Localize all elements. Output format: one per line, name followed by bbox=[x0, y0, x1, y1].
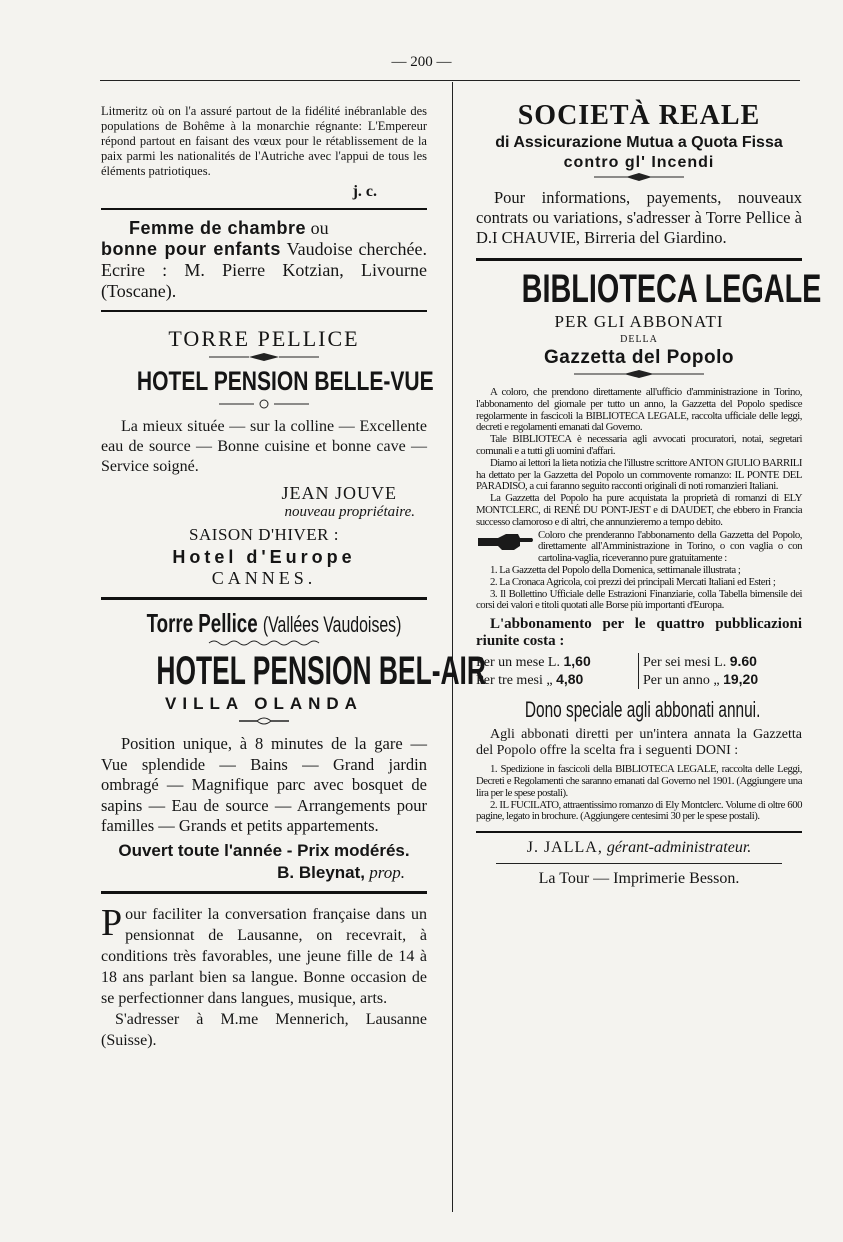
ad-femme-contact: Vaudoise cherchée. Ecrire : M. Pierre Kotzian, Livourne (Toscane). bbox=[101, 239, 428, 301]
footer-gerant bbox=[476, 839, 802, 857]
biblioteca-list-3: 3. Il Bollettino Ufficiale delle Estrazioni Finanziarie, colla Tabella bimensile dei corsi dei valori e titoli quotati alle Borse più importanti d'Europa. bbox=[476, 587, 802, 612]
belair-open: Ouvert toute l'année - Prix modérés. bbox=[118, 840, 410, 860]
ad-lausanne bbox=[101, 901, 427, 1051]
belair-place-name: Torre Pellice bbox=[146, 608, 258, 638]
belair-place bbox=[146, 608, 402, 639]
biblioteca-p2: Tale BIBLIOTECA è necessaria agli avvocati procuratori, notai, segretari comunali e a tutti gli uomini d'affari. bbox=[476, 433, 802, 457]
biblioteca-sub3: Gazzetta del Popolo bbox=[543, 347, 735, 368]
doni-list bbox=[476, 764, 802, 823]
bellevue-owner: JEAN JOUVE bbox=[281, 483, 397, 503]
biblioteca-p5: Coloro che prenderanno l'abbonamento della Gazzetta del Popolo, direttamente all'Amministrazione in Torino, o con vaglia o con cartolina-vaglia, riceveranno pure gratuitamente : bbox=[538, 528, 802, 565]
bellevue-place: TORRE PELLICE bbox=[168, 326, 360, 351]
left-column bbox=[101, 104, 486, 1051]
biblioteca-p5-block bbox=[476, 530, 802, 565]
dono-item-2: 2. IL FUCILATO, attraentissimo romanzo di Ely Montclerc. Volume di oltre 600 pagine, legato in brochure. (Aggiungere centesimi 30 per le spese postali). bbox=[476, 798, 802, 823]
ornament-rule bbox=[594, 172, 684, 182]
ornament-rule bbox=[219, 399, 309, 409]
price-cell bbox=[639, 671, 802, 689]
rule bbox=[101, 208, 427, 210]
price-cell bbox=[476, 671, 639, 689]
ad-bonne-bold: bonne pour enfants bbox=[101, 239, 281, 259]
price-cell bbox=[476, 653, 639, 671]
ornament-rule bbox=[239, 716, 289, 726]
lausanne-contact: S'adresser à M.me Mennerich, Lausanne (Suisse). bbox=[101, 1010, 427, 1049]
price-value: 9.60 bbox=[729, 653, 757, 670]
rule bbox=[101, 310, 427, 312]
rule bbox=[496, 863, 782, 864]
bellevue-winter-city: CANNES. bbox=[211, 568, 317, 588]
biblioteca-list-1: 1. La Gazzetta del Popolo della Domenica, settimanale illustrata ; bbox=[490, 563, 741, 576]
price-value: 1,60 bbox=[563, 653, 591, 670]
column-divider bbox=[452, 82, 453, 1212]
societa-line2: contro gl' Incendi bbox=[563, 154, 715, 171]
dono-item-1: 1. Spedizione in fascicoli della BIBLIOTECA LEGALE, raccolta delle Leggi, Decreti e Regolamenti che saranno emanati dal Governo nel 1901. (Aggiungere una lira per le spese postali). bbox=[476, 763, 802, 799]
belair-hotel-name: HOTEL PENSION BEL-AIR bbox=[156, 649, 486, 693]
pointing-hand-icon bbox=[476, 532, 534, 554]
page-number: — 200 — bbox=[391, 54, 452, 70]
societa-line1: di Assicurazione Mutua a Quota Fissa bbox=[495, 134, 783, 151]
rule bbox=[476, 258, 802, 261]
bellevue-winter-hotel: Hotel d'Europe bbox=[172, 547, 356, 567]
price-label: Per sei mesi L. bbox=[643, 655, 727, 671]
dono-intro: Agli abbonati diretti per un'intera annata la Gazzetta del Popolo offre la scelta fra i seguenti DONI : bbox=[476, 727, 802, 759]
rule bbox=[476, 831, 802, 833]
article-text: Litmeritz où on l'a assuré partout de la fidélité inébranlable des populations de Bohême à la monarchie régnante: L'Empereur répond partout en faisant des vœux pour le rétablissement de la paix parmi les nationalités de l'Autriche avec l'appui de tous les éléments patriotiques. bbox=[101, 104, 427, 178]
biblioteca-p4: La Gazzetta del Popolo ha pure acquistata la proprietà di romanzi di ELY MONTCLERC, di RENÉ DU PONT-JEST e di DAUDET, che ebbero in Francia successo clamoroso e di altri, che annunzieremo a tempo debito. bbox=[476, 492, 802, 528]
right-column bbox=[476, 100, 822, 888]
dropcap: P bbox=[101, 901, 123, 944]
belair-owner-title: prop. bbox=[369, 862, 405, 882]
price-value: 4,80 bbox=[556, 671, 584, 688]
belair-place-sub: (Vallées Vaudoises) bbox=[262, 612, 402, 637]
price-label: Per un mese L. bbox=[476, 655, 560, 671]
gerant-title: gérant-administrateur. bbox=[606, 839, 752, 857]
lausanne-text: our faciliter la conversation française dans un pensionnat de Lausanne, on recevrait, à conditions très favorables, une jeune fille de 14 à 18 ans parlant bien sa langue. Bonne occasion de se perfectionner dans langues, musique, arts. bbox=[101, 905, 427, 1007]
biblioteca-sub2: DELLA bbox=[620, 334, 658, 345]
belair-owner-name: B. Bleynat, bbox=[277, 862, 365, 882]
societa-description: Pour informations, payements, nouveaux contrats ou variations, s'adresser à Torre Pellice à D.I CHAUVIE, Birreria del Giardino. bbox=[476, 188, 802, 247]
price-table bbox=[476, 653, 802, 689]
footer-printer: La Tour — Imprimerie Besson. bbox=[538, 870, 740, 888]
biblioteca-sub1: PER GLI ABBONATI bbox=[554, 312, 724, 331]
bellevue-hotel-name: HOTEL PENSION BELLE-VUE bbox=[136, 366, 434, 396]
biblioteca-title: BIBLIOTECA LEGALE bbox=[521, 267, 822, 311]
belair-villa: VILLA OLANDA bbox=[165, 694, 363, 713]
belair-description: Position unique, à 8 minutes de la gare — Vue splendide — Bains — Grand jardin ombragé — Magnifique parc avec bosquet de sapins — Eau de source — Arrangements pour familles — Grands et petits appartements. bbox=[101, 734, 427, 835]
price-label: Per un anno „ bbox=[643, 673, 720, 689]
societa-title: SOCIETÀ REALE bbox=[517, 100, 761, 131]
ornament-rule bbox=[209, 352, 319, 362]
biblioteca-p1: A coloro, che prendono direttamente all'ufficio d'amministrazione in Torino, l'abbonamento del giornale per tutto un anno, la Gazzetta del Popolo spedisce regolarmente in fascicoli la BIBLIOTECA LEGALE, raccolta ufficiale delle leggi, decreti e regolamenti emanati dal Governo. bbox=[476, 386, 802, 434]
biblioteca-p3: Diamo ai lettori la lieta notizia che l'illustre scrittore ANTON GIULIO BARRILI ha dettato per la Gazzetta del Popolo un commovente romanzo: IL PONTE DEL PARADISO, a cui faranno seguito racconti originali di noti romanzieri Italiani. bbox=[476, 456, 802, 493]
article-signature: j. c. bbox=[352, 183, 377, 200]
biblioteca-cost-intro: L'abbonamento per le quattro pubblicazioni riunite costa : bbox=[476, 616, 802, 650]
ad-femme-text: ou bbox=[306, 218, 329, 238]
ad-femme-bold: Femme de chambre bbox=[129, 218, 307, 238]
price-value: 19,20 bbox=[723, 671, 759, 688]
bellevue-winter-season: SAISON D'HIVER : bbox=[189, 525, 339, 544]
ad-femme-de-chambre bbox=[101, 218, 427, 302]
gerant-name: J. JALLA, bbox=[526, 839, 603, 857]
belair-owner bbox=[101, 863, 405, 883]
bellevue-owner-title: nouveau propriétaire. bbox=[284, 504, 415, 520]
rule bbox=[101, 891, 427, 894]
dono-title: Dono speciale agli abbonati annui. bbox=[524, 697, 761, 723]
ornament-rule bbox=[574, 369, 704, 379]
biblioteca-body bbox=[476, 387, 802, 612]
top-rule bbox=[100, 80, 800, 81]
ornament-wave bbox=[209, 639, 319, 647]
bellevue-description: La mieux située — sur la colline — Excellente eau de source — Bonne cuisine et bonne cave — Service soigné. bbox=[101, 418, 427, 475]
price-label: Per tre mesi „ bbox=[476, 673, 553, 689]
biblioteca-list-2: 2. La Cronaca Agricola, coi prezzi dei principali Mercati Italiani ed Esteri ; bbox=[490, 575, 776, 588]
price-cell bbox=[639, 653, 802, 671]
rule bbox=[101, 597, 427, 600]
